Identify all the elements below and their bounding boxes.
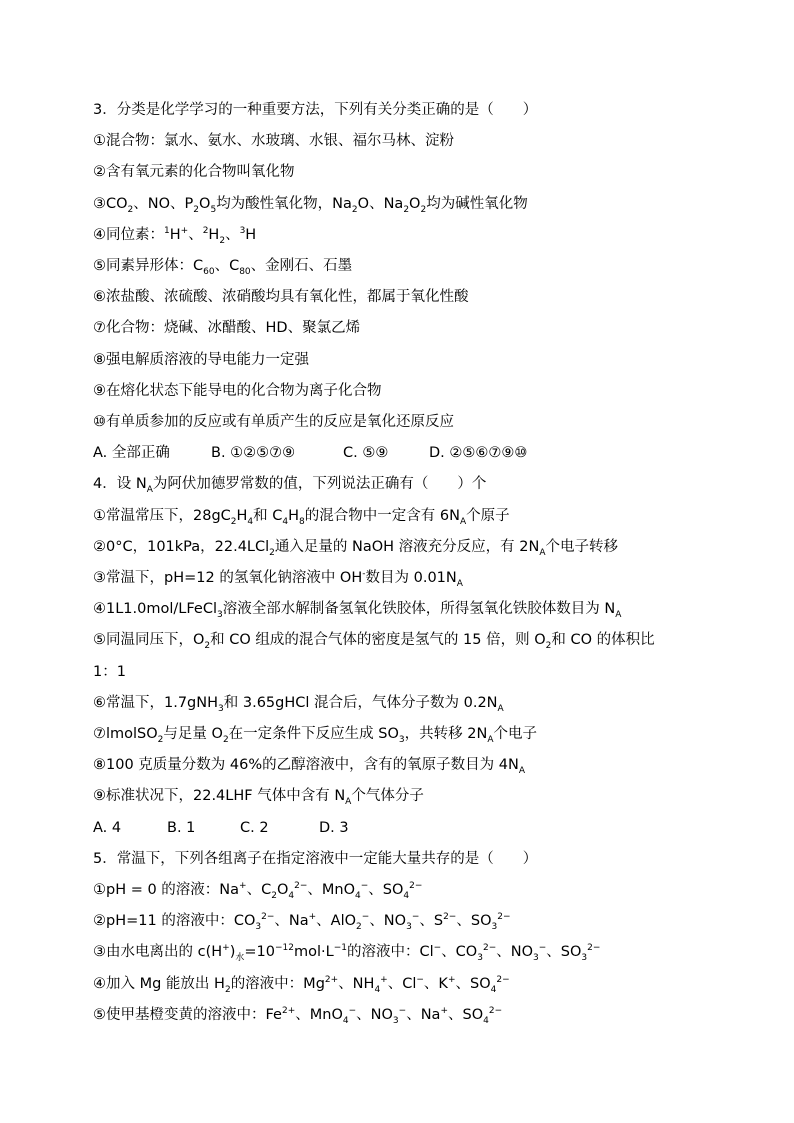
q4-statement-5-cont: 1：1 xyxy=(93,664,126,680)
q4-statement-9: ⑨标准状况下，22.4LHF 气体中含有 $N_A$个气体分子 xyxy=(93,788,424,807)
q3-stem: 3．分类是化学学习的一种重要方法，下列有关分类正确的是（ ） xyxy=(93,102,538,118)
q4-statement-2: ②0°C，101kPa，22.4LCl$_2$通入足量的 NaOH 溶液充分反应，有 $2N_A$个电子转移 xyxy=(93,539,619,558)
q3-option-d[interactable]: D. ②⑤⑥⑦⑨⑩ xyxy=(429,445,528,461)
q4-statement-3: ③常温下，pH=12 的氢氧化钠溶液中 OH-数目为 $0.01N_A$ xyxy=(93,569,463,589)
q5-statement-1: ①pH = 0 的溶液：Na+、$C_2O_4^{2-}$、MnO$_4$−、$SO_4^{2-}$ xyxy=(93,881,423,901)
q3-statement-4: ④同位素：$^1$H+、$^2H_2$、$^3$H xyxy=(93,226,257,246)
q3-statement-3: $③CO_2$、NO、$P_2O_5$均为酸性氧化物，$Na_2O$、$Na_2O_2$均为碱性氧化物 xyxy=(93,196,528,215)
q3-statement-5: ⑤同素异形体：$C_{60}$、$C_{80}$、金刚石、石墨 xyxy=(93,258,353,277)
q5-statement-3: ③由水电离出的 $c(H^+)_水=10^{-12}mol\cdot L^{-1}$的溶液中：Cl−、$CO_3^{2-}$、$NO_3^-$、$SO_3^{2-}$ xyxy=(93,943,601,963)
q3-statement-1: ①混合物：氯水、氨水、水玻璃、水银、福尔马林、淀粉 xyxy=(93,133,454,149)
q3-option-c[interactable]: C. ⑤⑨ xyxy=(343,445,389,461)
q4-stem: 4．设 $N_A$为阿伏加德罗常数的值，下列说法正确有（ ）个 xyxy=(93,476,487,495)
q4-option-c[interactable]: C. 2 xyxy=(240,820,269,836)
q3-statement-8: ⑧强电解质溶液的导电能力一定强 xyxy=(93,352,309,368)
q3-statement-6: ⑥浓盐酸、浓硫酸、浓硝酸均具有氧化性，都属于氧化性酸 xyxy=(93,289,469,305)
q4-statement-4: ④1L1.0mol/LFeCl$_3$溶液全部水解制备氢氧化铁胶体，所得氢氧化铁胶体数目为 $N_A$ xyxy=(93,601,622,620)
q4-statement-8: ⑧100 克质量分数为 46%的乙醇溶液中，含有的氧原子数目为 $4N_A$ xyxy=(93,757,525,776)
q5-statement-5: ⑤使甲基橙变黄的溶液中：$Fe^{2+}$、MnO$_4$−、$NO_3^-$、Na+、$SO_4^{2-}$ xyxy=(93,1006,503,1026)
q4-statement-1: ①常温常压下，$28gC_2H_4$和 $C_4H_8$的混合物中一定含有 $6N_A$个原子 xyxy=(93,508,510,527)
q5-stem: 5．常温下，下列各组离子在指定溶液中一定能大量共存的是（ ） xyxy=(93,851,538,867)
q5-statement-4: ④加入 Mg 能放出 $H_2$的溶液中：$Mg^{2+}$、$NH_4^+$、Cl−、K+、$SO_4^{2-}$ xyxy=(93,975,510,995)
q4-options xyxy=(93,818,349,838)
q4-statement-5: ⑤同温同压下，$O_2$和 CO 组成的混合气体的密度是氢气的 15 倍，则 $O_2$和 CO 的体积比 xyxy=(93,632,655,651)
q4-option-d[interactable]: D. 3 xyxy=(319,820,349,836)
q3-options xyxy=(93,443,527,463)
q3-option-b[interactable]: B. ①②⑤⑦⑨ xyxy=(211,445,296,461)
q3-statement-2: ②含有氧元素的化合物叫氧化物 xyxy=(93,164,295,180)
q4-option-a[interactable]: A. 4 xyxy=(93,820,122,836)
q4-statement-6: ⑥常温下，1.7gNH$_3$和 3.65gHCl 混合后，气体分子数为 $0.2N_A$ xyxy=(93,695,504,714)
q4-option-b[interactable]: B. 1 xyxy=(167,820,196,836)
q3-statement-9: ⑨在熔化状态下能导电的化合物为离子化合物 xyxy=(93,383,382,399)
q3-statement-10: ⑩有单质参加的反应或有单质产生的反应是氧化还原反应 xyxy=(93,414,454,430)
q4-statement-7: ⑦lmolSO$_2$与足量 $O_2$在一定条件下反应生成 $SO_3$，共转移 $2N_A$个电子 xyxy=(93,726,537,745)
q5-statement-2: ②pH=11 的溶液中：$CO_3^{2-}$、Na+、AlO$_2$−、$NO_3^-$、$S^{2-}$、$SO_3^{2-}$ xyxy=(93,912,511,932)
q3-option-a[interactable]: A. 全部正确 xyxy=(93,445,170,461)
q3-statement-7: ⑦化合物：烧碱、冰醋酸、HD、聚氯乙烯 xyxy=(93,320,361,336)
